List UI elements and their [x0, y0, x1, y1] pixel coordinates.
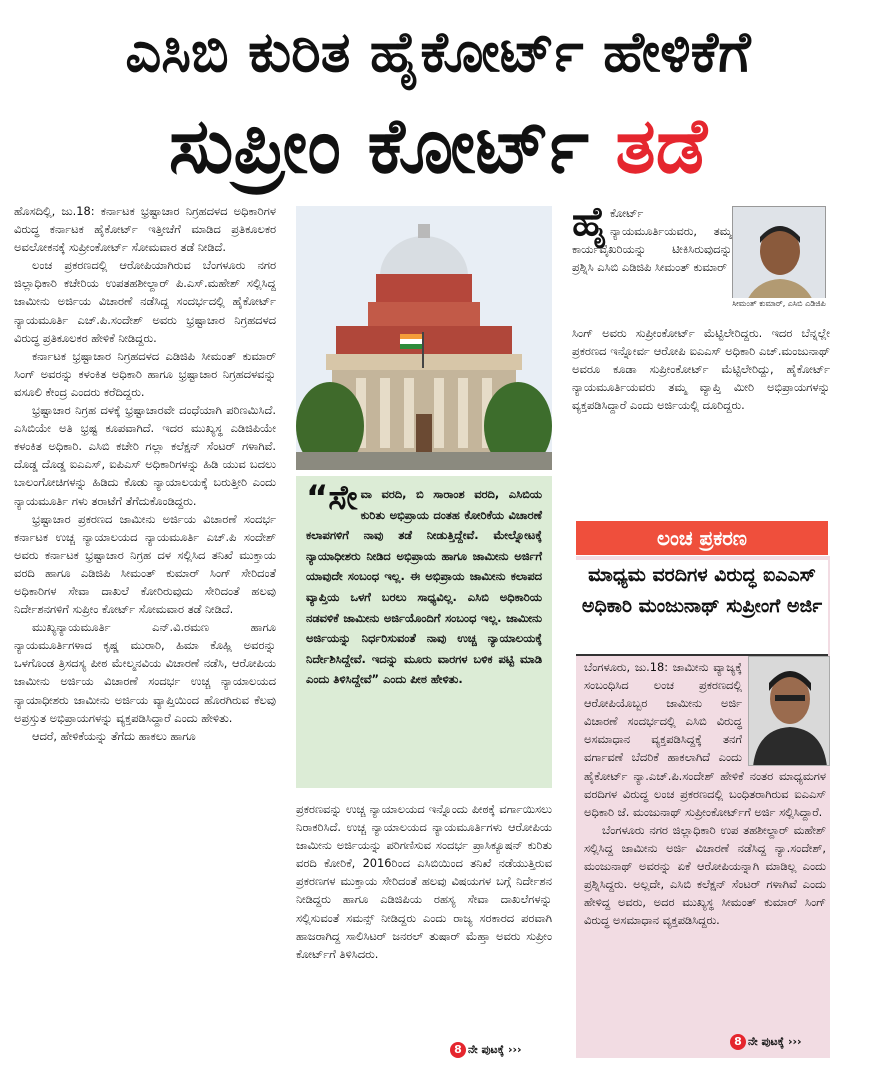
headline-line1: ಎಸಿಬಿ ಕುರಿತ ಹೈಕೋರ್ಟ್ ಹೇಳಿಕೆಗೆ [125, 20, 751, 85]
headline-line2 [12, 96, 864, 196]
continued-marker[interactable] [450, 1042, 552, 1062]
article-column-1 [14, 202, 276, 1066]
section-tag: ಲಂಚ ಪ್ರಕರಣ [576, 521, 828, 555]
headline-line2-black: ಸುಪ್ರೀಂ ಕೋರ್ಟ್ [168, 101, 589, 190]
lead-text: ಕೋರ್ಟ್ ನ್ಯಾಯಮೂರ್ತಿಯವರು, ತಮ್ಮ ಕಾರ್ಯವೈಖರಿಯನ್ನು ಟೀಕಿಸಿರುವುದನ್ನು ಪ್ರಶ್ನಿಸಿ ಎಸಿಬಿ ಎಡಿಜಿಪಿ ಸೀಮಂತ್ ಕುಮಾರ್ [572, 206, 732, 275]
paragraph: ಕರ್ನಾಟಕ ಭ್ರಷ್ಟಾಚಾರ ನಿಗ್ರಹದಳದ ಎಡಿಜಿಪಿ ಸೀಮಂತ್ ಕುಮಾರ್ ಸಿಂಗ್ ಅವರನ್ನು ಕಳಂಕಿತ ಅಧಿಕಾರಿ ಹಾಗೂ ಭ್ರಷ್ಟಾಚಾರ ನಿಗ್ರಹದಳವನ್ನು ವಸೂಲಿ ಕೇಂದ್ರ ಎಂದರು ಕರೆದಿದ್ದರು. [14, 348, 276, 399]
arrow-icon: ››› [784, 1035, 802, 1048]
court-building-illustration [296, 206, 552, 470]
paragraph: ಭ್ರಷ್ಟಾಚಾರ ನಿಗ್ರಹ ದಳಕ್ಕೆ ಭ್ರಷ್ಟಾಚಾರವೇ ದಂಧೆಯಾಗಿ ಪರಿಣಮಿಸಿದೆ. ಎಸಿಬಿಯೇ ಅತಿ ಭ್ರಷ್ಟ ಕೂಪವಾಗಿದೆ. ಇದರ ಮುಖ್ಯಸ್ಥ ಎಡಿಜಿಪಿಯೇ ಕಳಂಕಿತ ಅಧಿಕಾರಿ. ಎಸಿಬಿ ಕಚೇರಿ ಗಲ್ಲಾ ಕಲೆಕ್ಷನ್ ಸೆಂಟರ್ ಗಳಾಗಿವೆ. ದೊಡ್ಡ ದೊಡ್ಡ ಐಎಎಸ್, ಐಪಿಎಸ್ ಅಧಿಕಾರಿಗಳನ್ನು ಹಿಡಿ ಯುವ ಬದಲು ಬಾಲಂಗೋಚಿಗಳನ್ನು ಹಿಡಿದು ಕೊಡು ನ್ಯಾಯಾಲಯಕ್ಕೆ ಬರುತ್ತೀರಿ ಎಂದು ನ್ಯಾಯಮೂರ್ತಿ ಗಳು ತರಾಟೆಗೆ ತೆಗೆದುಕೊಂಡಿದ್ದರು. [14, 403, 276, 508]
paragraph: ಭ್ರಷ್ಟಾಚಾರ ಪ್ರಕರಣದ ಜಾಮೀನು ಅರ್ಜಿಯ ವಿಚಾರಣೆ ಸಂದರ್ಭ ಕರ್ನಾಟಕ ಉಚ್ಚ ನ್ಯಾಯಾಲಯದ ನ್ಯಾಯಮೂರ್ತಿ ಎಚ್.ಪಿ ಸಂದೇಶ್ ಅವರು ಕರ್ನಾಟಕ ಭ್ರಷ್ಟಾಚಾರ ನಿಗ್ರಹ ದಳ ಸಲ್ಲಿಸಿದ ತನಿಖೆ ಮುಕ್ತಾಯ ವರದಿ ಹಾಗೂ ಎಡಿಜಿಪಿ ಸೀಮಂತ್ ಕುಮಾರ್ ಸಿಂಗ್ ಸೇರಿದಂತೆ ಅಧಿಕಾರಿಗಳ ಸೇವಾ ದಾಖಲೆ ಕೋರಿರುವುದು ಸೇರಿದಂತೆ ಹಲವು ನಿರ್ದೇಶನಗಳಿಗೆ ಸುಪ್ರೀಂ ಕೋರ್ಟ್ ಸೋಮವಾರ ತಡೆ ನೀಡಿದೆ. [14, 511, 276, 617]
continued-text: ನೇ ಪುಟಕ್ಕೆ [748, 1035, 785, 1048]
article-column-2 [296, 800, 552, 1050]
article-column-3 [572, 324, 830, 514]
quote-dropcap: “ಸೇ [306, 478, 358, 518]
page-number-badge: 8 [450, 1042, 466, 1058]
article-column-3-lead [572, 204, 732, 324]
paragraph [584, 658, 826, 821]
supreme-court-photo [296, 206, 552, 470]
paragraph-text: ಬೆಂಗಳೂರು, ಜು.18: ಜಾಮೀನು ವ್ಯಾಜ್ಯಕ್ಕೆ ಸಂಬಂಧಿಸಿದ ಲಂಚ ಪ್ರಕರಣದಲ್ಲಿ ಆರೋಪಿಯೊಬ್ಬರ ಜಾಮೀನು ಅರ್ಜಿ ವಿಚಾರಣೆ ಸಂದರ್ಭದಲ್ಲಿ ಎಸಿಬಿ ವಿರುದ್ಧ ಅಸಮಾಧಾನ ವ್ಯಕ್ತಪಡಿಸಿದ್ದಕ್ಕೆ ತನಗೆ ವರ್ಗಾವಣೆ ಬೆದರಿಕೆ ಹಾಕಲಾಗಿದೆ ಎಂದು ಹೈಕೋರ್ಟ್ ನ್ಯಾ.ಎಚ್.ಪಿ.ಸಂದೇಶ್ ಹೇಳಿಕೆ ನಂತರ ಮಾಧ್ಯಮಗಳ ವರದಿಗಳ ವಿರುದ್ಧ ಲಂಚ ಪ್ರಕರಣದಲ್ಲಿ ಬಂಧಿತರಾಗಿರುವ ಐಎಎಸ್ ಅಧಿಕಾರಿ ಜೆ. ಮಂಜುನಾಥ್ ಸುಪ್ರೀಂಕೋರ್ಟ್‌ಗೆ ಅರ್ಜಿ ಸಲ್ಲಿಸಿದ್ದಾರೆ. [584, 660, 826, 819]
dropcap: ಹೈ [572, 204, 609, 245]
paragraph: ಹೊಸದಿಲ್ಲಿ, ಜು.18: ಕರ್ನಾಟಕ ಭ್ರಷ್ಟಾಚಾರ ನಿಗ್ರಹದಳದ ಅಧಿಕಾರಿಗಳ ವಿರುದ್ಧ ಕರ್ನಾಟಕ ಹೈಕೋರ್ಟ್ ಇತ್ತೀಚೆಗೆ ಮಾಡಿದ ಪ್ರತಿಕೂಲಕರ ಅವಲೋಕನಕ್ಕೆ ಸುಪ್ರೀಂಕೋರ್ಟ್ ಸೋಮವಾರ ತಡೆ ನೀಡಿದೆ. [14, 204, 276, 255]
paragraph: ಬೆಂಗಳೂರು ನಗರ ಜಿಲ್ಲಾಧಿಕಾರಿ ಉಪ ತಹಶೀಲ್ದಾರ್ ಮಹೇಶ್ ಸಲ್ಲಿಸಿದ್ದ ಜಾಮೀನು ಅರ್ಜಿ ವಿಚಾರಣೆ ನಡೆಸಿದ್ದ ನ್ಯಾ.ಸಂದೇಶ್, ಮಂಜುನಾಥ್ ಅವರನ್ನು ಏಕೆ ಆರೋಪಿಯನ್ನಾಗಿ ಮಾಡಿಲ್ಲ ಎಂದು ಪ್ರಶ್ನಿಸಿದ್ದರು. ಅಲ್ಲದೇ, ಎಸಿಬಿ ಕಲೆಕ್ಷನ್ ಸೆಂಟರ್ ಗಳಾಗಿವೆ ಎಂದು ಹೇಳಿದ್ದ ಅವರು, ಅದರ ಮುಖ್ಯಸ್ಥ ಸೀಮಂತ್ ಕುಮಾರ್ ಸಿಂಗ್ ವಿರುದ್ಧ ಅಸಮಾಧಾನ ವ್ಯಕ್ತಪಡಿಸಿದ್ದರು. [584, 822, 826, 928]
headline-line2-red: ತಡೆ [615, 101, 708, 190]
paragraph: ಮುಖ್ಯನ್ಯಾಯಮೂರ್ತಿ ಎನ್.ವಿ.ರಮಣ ಹಾಗೂ ನ್ಯಾಯಮೂರ್ತಿಗಳಾದ ಕೃಷ್ಣ ಮುರಾರಿ, ಹಿಮಾ ಕೊಹ್ಲಿ ಅವರನ್ನು ಒಳಗೊಂಡ ತ್ರಿಸದಸ್ಯ ಪೀಠ ಮೇಲ್ಮನವಿಯ ವಿಚಾರಣೆ ನಡೆಸಿ, ಆರೋಪಿಯ ಜಾಮೀನು ಅರ್ಜಿಯ ವಿಚಾರಣೆ ಸಂದರ್ಭ ಉಚ್ಚ ನ್ಯಾಯಾಲಯದ ನ್ಯಾಯಾಧೀಶರು ಜಾಮೀನು ಅರ್ಜಿಯ ವ್ಯಾಪ್ತಿಯಿಂದ ಹೊರಗಿರುವ ಕೆಲವು ಅಪ್ರಸ್ತುತ ಅಭಿಪ್ರಾಯಗಳನ್ನು ವ್ಯಕ್ತಪಡಿಸಿದ್ದಾರೆ ಎಂದು ಹೇಳಿತು. [14, 620, 276, 725]
paragraph: ಲಂಚ ಪ್ರಕರಣದಲ್ಲಿ ಆರೋಪಿಯಾಗಿರುವ ಬೆಂಗಳೂರು ನಗರ ಜಿಲ್ಲಾಧಿಕಾರಿ ಕಚೇರಿಯ ಉಪತಹಶೀಲ್ದಾರ್ ಪಿ.ಎಸ್.ಮಹೇಶ್ ಸಲ್ಲಿಸಿದ್ದ ಜಾಮೀನು ಅರ್ಜಿಯ ವಿಚಾರಣೆ ನಡೆಸಿದ್ದ ಸಂದರ್ಭದಲ್ಲಿ ಹೈಕೋರ್ಟ್ ನ್ಯಾಯಮೂರ್ತಿ ಎಚ್.ಪಿ.ಸಂದೇಶ್ ಅವರು ಭ್ರಷ್ಟಾಚಾರ ನಿಗ್ರಹದಳದ ವಿರುದ್ಧ ಪ್ರತಿಕೂಲಕರ ಹೇಳಿಕೆ ನೀಡಿದ್ದರು. [14, 258, 276, 345]
quote-box [296, 476, 552, 788]
sidebar-body [584, 658, 826, 1052]
quote-text: ವಾ ವರದಿ, ಬಿ ಸಾರಾಂಶ ವರದಿ, ಎಸಿಬಿಯ ಕುರಿತು ಅಭಿಪ್ರಾಯ ದಂತಹ ಕೋರಿಕೆಯ ವಿಚಾರಣೆ ಕಲಾಪಗಳಿಗೆ ನಾವು ತಡೆ ನೀಡುತ್ತಿದ್ದೇವೆ. ಮೇಲ್ನೋಟಕ್ಕೆ ನ್ಯಾಯಾಧೀಶರು ನೀಡಿದ ಅಭಿಪ್ರಾಯ ಹಾಗೂ ಜಾಮೀನು ಅರ್ಜಿಗೆ ಯಾವುದೇ ಸಂಬಂಧ ಇಲ್ಲ. ಈ ಅಭಿಪ್ರಾಯ ಜಾಮೀನು ಕಲಾಪದ ವ್ಯಾಪ್ತಿಯ ಒಳಗೆ ಬರಲು ಸಾಧ್ಯವಿಲ್ಲ. ಎಸಿಬಿ ಅಧಿಕಾರಿಯ ನಡವಳಿಕೆ ಜಾಮೀನು ಅರ್ಜಿಯೊಂದಿಗೆ ಸಂಬಂಧ ಇಲ್ಲ. ಜಾಮೀನು ಅರ್ಜಿಯನ್ನು ನಿರ್ಧರಿಸುವಂತೆ ನಾವು ಉಚ್ಚ ನ್ಯಾಯಾಲಯಕ್ಕೆ ನಿರ್ದೇಶಿಸಿದ್ದೇವೆ. ಇದನ್ನು ಮೂರು ವಾರಗಳ ಬಳಿಕ ಪಟ್ಟಿ ಮಾಡಿ ಎಂದು ತಿಳಿಸಿದ್ದೇವೆ” ಎಂದು ಪೀಠ ಹೇಳಿತು. [306, 487, 542, 687]
photo-caption: ಸೀಮಂತ್ ಕುಮಾರ್, ಎಸಿಬಿ ಎಡಿಜಿಪಿ [732, 298, 826, 324]
paragraph: ಆದರೆ, ಹೇಳಿಕೆಯನ್ನು ತೆಗೆದು ಹಾಕಲು ಹಾಗೂ [32, 728, 196, 743]
photo-spacer [742, 658, 826, 766]
arrow-icon: ››› [504, 1043, 522, 1056]
continued-text: ನೇ ಪುಟಕ್ಕೆ [468, 1043, 505, 1056]
quote-text-block [306, 478, 542, 690]
paragraph: ಪ್ರಕರಣವನ್ನು ಉಚ್ಚ ನ್ಯಾಯಾಲಯದ ಇನ್ನೊಂದು ಪೀಠಕ್ಕೆ ವರ್ಗಾಯಿಸಲು ನಿರಾಕರಿಸಿದೆ. ಉಚ್ಚ ನ್ಯಾಯಾಲಯದ ನ್ಯಾಯಮೂರ್ತಿಗಳು ಆರೋಪಿಯ ಜಾಮೀನು ಅರ್ಜಿಯನ್ನು ಪರಿಗಣಿಸುವ ಸಂದರ್ಭ ಪ್ರಾಸಿಕ್ಯೂಷನ್ ಕುರಿತು ವರದಿ ಕೋರಿಕೆ, 2016ರಿಂದ ಎಸಿಬಿಯಿಂದ ತನಿಖೆ ನಡೆಯುತ್ತಿರುವ ಪ್ರಕರಣಗಳ ಮುಕ್ತಾಯ ಸೇರಿದಂತೆ ಹಲವು ವಿಷಯಗಳ ಬಗ್ಗೆ ನಿರ್ದೇಶನ ನೀಡಿದ್ದರು ಹಾಗೂ ಎಡಿಜಿಪಿಯ ರಹಸ್ಯ ಸೇವಾ ದಾಖಲೆಗಳನ್ನು ಸಲ್ಲಿಸುವಂತೆ ಸಮನ್ಸ್ ನೀಡಿದ್ದರು ಎಂದು ರಾಜ್ಯ ಸರಕಾರದ ಪರವಾಗಿ ಹಾಜರಾಗಿದ್ದ ಸಾಲಿಸಿಟರ್ ಜನರಲ್ ತುಷಾರ್ ಮೆಹ್ತಾ ಅವರು ಸುಪ್ರೀಂ ಕೋರ್ಟ್‌ಗೆ ತಿಳಿಸಿದರು. [296, 802, 552, 961]
page-number-badge: 8 [730, 1034, 746, 1050]
paragraph: ಸಿಂಗ್ ಅವರು ಸುಪ್ರೀಂಕೋರ್ಟ್ ಮೆಟ್ಟಿಲೇರಿದ್ದರು. ಇದರ ಬೆನ್ನಲ್ಲೇ ಪ್ರಕರಣದ ಇನ್ನೋರ್ವ ಆರೋಪಿ ಐಎಎಸ್ ಅಧಿಕಾರಿ ಎಚ್.ಮಂಜುನಾಥ್ ಅವರೂ ಕೂಡಾ ಸುಪ್ರೀಂಕೋರ್ಟ್ ಮೆಟ್ಟಿಲೇರಿದ್ದು, ಹೈಕೋರ್ಟ್ ನ್ಯಾಯಮೂರ್ತಿಯವರು ತಮ್ಮ ವ್ಯಾಪ್ತಿ ಮೀರಿ ಅಭಿಪ್ರಾಯಗಳನ್ನು ವ್ಯಕ್ತಪಡಿಸಿದ್ದಾರೆ ಎಂದು ಅರ್ಜಿಯಲ್ಲಿ ದೂರಿದ್ದರು. [572, 326, 830, 413]
sidebar-headline: ಮಾಧ್ಯಮ ವರದಿಗಳ ವಿರುದ್ಧ ಐಎಎಸ್ ಅಧಿಕಾರಿ ಮಂಜುನಾಥ್ ಸುಪ್ರೀಂಗೆ ಅರ್ಜಿ [576, 560, 828, 656]
continued-marker[interactable] [730, 1034, 830, 1054]
